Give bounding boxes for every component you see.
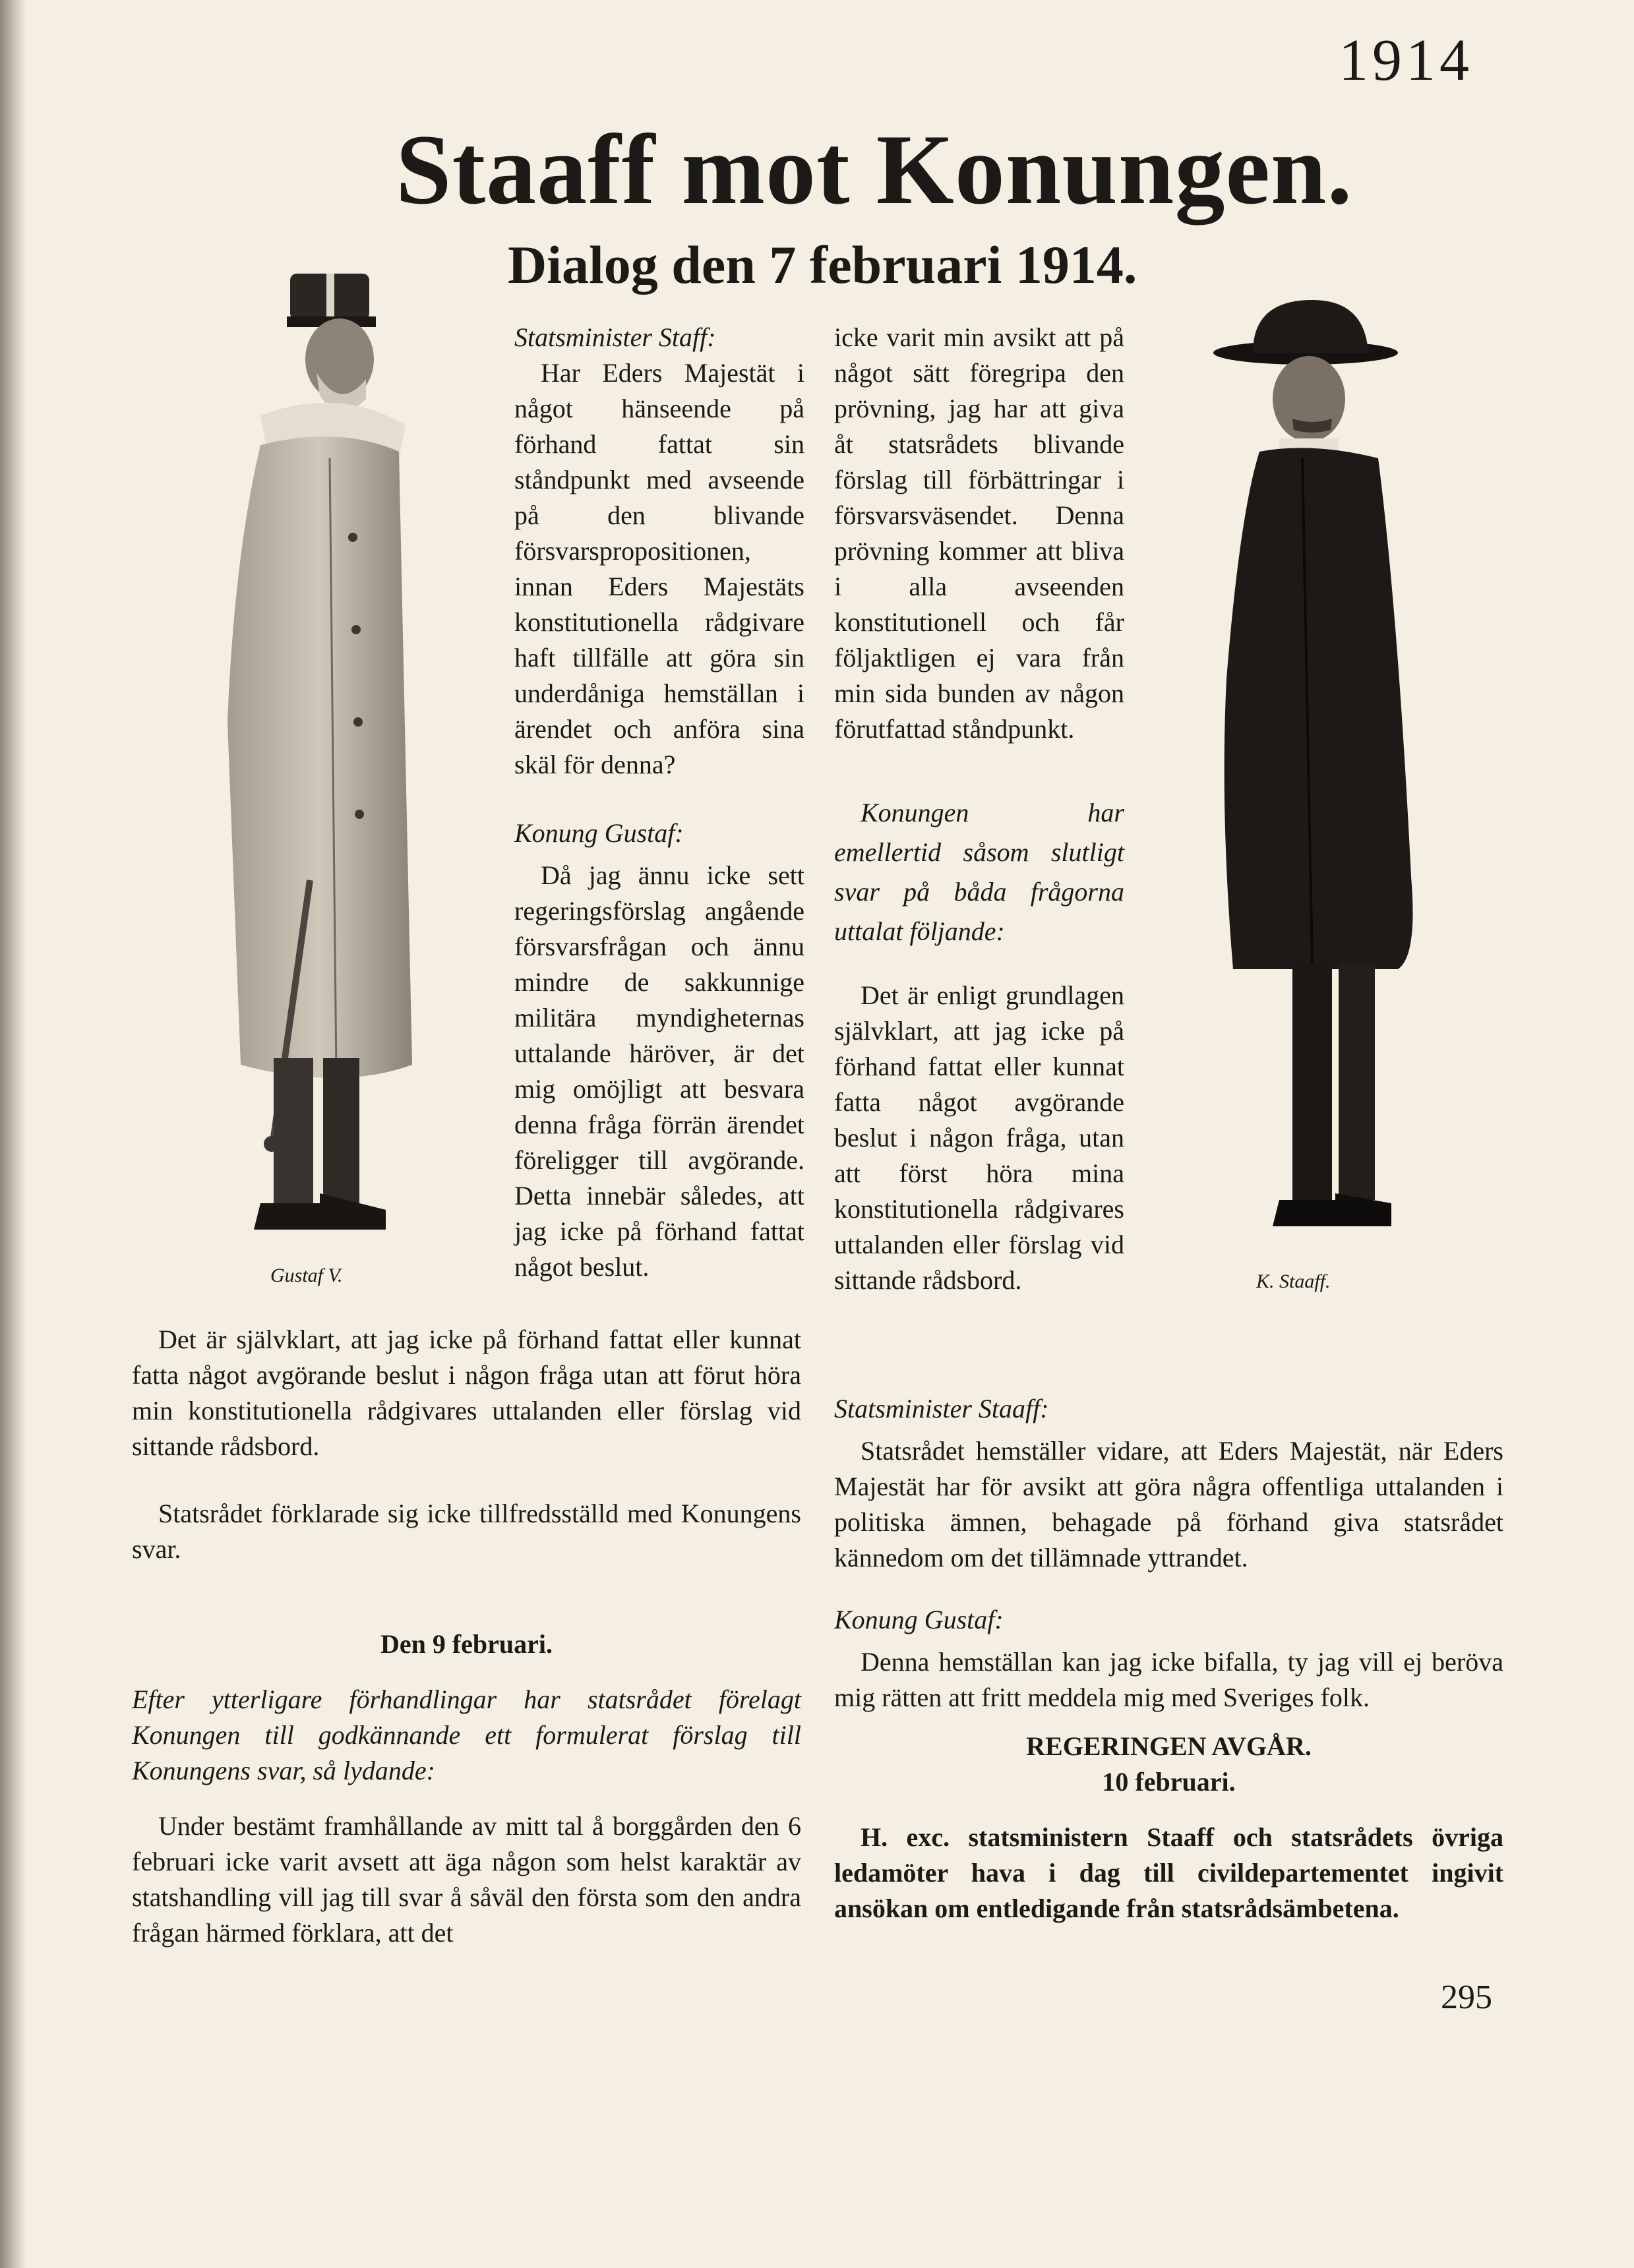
- speaker-king-label: Konung Gustaf:: [514, 818, 684, 848]
- proposal-para: Under bestämt framhållande av mitt tal å borggården den 6 februari icke varit avsett att äga någon som helst karaktär av statshandling vill jag till svar å såväl den första som den andra frågan härmed förklara, att det: [132, 1811, 801, 1948]
- speaker-staaff-label: Statsminister Staff:: [514, 322, 716, 352]
- book-spine-shadow: [0, 0, 26, 2268]
- staaff-question: Har Eders Majestät i något hänseende på förhand fattat sin ståndpunkt med avseende på den blivande försvarspropositionen, innan Eders Majestäts konstitutionella rådgivare haft tillfälle att göra sin underdåniga hemställan i ärendet och anföra sina skäl för denna?: [514, 358, 804, 779]
- page-title: Staaff mot Konungen.: [396, 114, 1353, 225]
- date-heading: Den 9 februari.: [380, 1629, 553, 1659]
- council-dissatisfied-para: Statsrådet förklarade sig icke tillfredsställd med Konungens svar.: [132, 1499, 801, 1564]
- year-heading: 1914: [1339, 28, 1473, 93]
- right-photo-caption: K. Staaff.: [1256, 1270, 1331, 1292]
- lower-left-column: [132, 1322, 801, 1951]
- king-gustaf-photo: [188, 260, 412, 1263]
- headline-government-resigns: REGERINGEN AVGÅR.: [1026, 1731, 1312, 1761]
- king-answer-continuation: icke varit min avsikt att på något sätt föregripa den prövning, jag har att giva åt statsrådets blivande förslag till förbättringar i försvarsväsendet. Denna prövning kommer att bliva i alla avseenden konstitutionell och får följaktligen ej vara från min sida bunden av någon förutfattad ståndpunkt.: [834, 322, 1124, 744]
- king-final-answer: Det är enligt grundlagen självklart, att jag icke på förhand fattat eller kunnat fatta något avgörande beslut i någon fråga, utan att först höra mina konstitutionella rådgivares uttalanden eller förslag vid sittande rådsbord.: [834, 980, 1124, 1295]
- staaff-request: Statsrådet hemställer vidare, att Eders Majestät, när Eders Majestät har för avsikt att göra några offentliga uttalanden i politiska ämnen, behagade på förhand giva statsrådet kännedom om det tillämnade yttrandet.: [834, 1436, 1503, 1572]
- negotiation-intro: Efter ytterligare förhandlingar har statsrådet förelagt Konungen till godkännande ett formulerat förslag till Konungens svar, så lydande:: [132, 1685, 801, 1785]
- speaker-king-label-2: Konung Gustaf:: [834, 1605, 1004, 1634]
- page-subtitle: Dialog den 7 februari 1914.: [508, 235, 1137, 295]
- king-answer: Då jag ännu icke sett regeringsförslag angående försvarsfrågan och ännu mindre de sakkunnige militära myndigheternas uttalande häröver, är det mig omöjligt att besvara denna fråga förrän ärendet föreligger till avgörande. Detta innebär således, att jag icke på förhand fattat något beslut.: [514, 860, 804, 1282]
- headline-date: 10 februari.: [1102, 1767, 1236, 1797]
- king-refusal: Denna hemställan kan jag icke bifalla, ty jag vill ej beröva mig rätten att fritt meddela mig med Sveriges folk.: [834, 1647, 1503, 1712]
- lower-right-column: [834, 1391, 1503, 1926]
- dialog-right-column: [834, 320, 1124, 1298]
- left-photo-caption: Gustaf V.: [270, 1265, 343, 1286]
- king-self-evident-para: Det är självklart, att jag icke på förhand fattat eller kunnat fatta något avgörande beslut i någon fråga utan att förut höra min konstitutionella rådgivares uttalanden eller förslag vid sittande rådsbord.: [132, 1325, 801, 1461]
- king-final-intro: Konungen har emellertid såsom slutligt svar på båda frågorna uttalat följande:: [834, 798, 1124, 946]
- page-number: 295: [1441, 1979, 1492, 2016]
- dialog-middle-column: [514, 320, 804, 1285]
- staaff-photo: [1180, 284, 1457, 1253]
- resignation-news: H. exc. statsministern Staaff och statsrådets övriga ledamöter hava i dag till civildepartementet ingivit ansökan om entledigande från statsrådsämbetena.: [834, 1822, 1503, 1923]
- speaker-staaff-label-2: Statsminister Staaff:: [834, 1394, 1049, 1423]
